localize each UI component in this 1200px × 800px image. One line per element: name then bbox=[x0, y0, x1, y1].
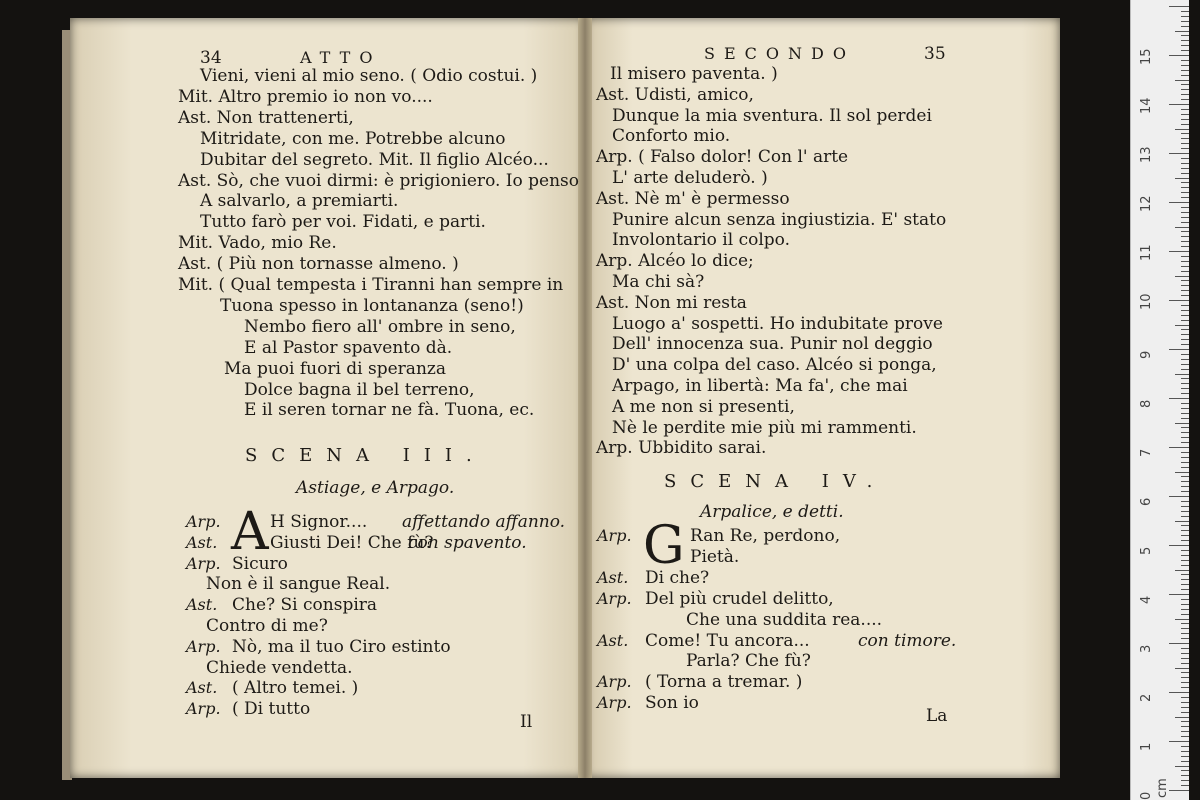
ruler-tick bbox=[1181, 305, 1189, 306]
ruler-tick bbox=[1181, 75, 1189, 76]
ruler-tick bbox=[1181, 486, 1189, 487]
right-catchword: La bbox=[926, 706, 948, 726]
ruler-tick bbox=[1169, 496, 1189, 497]
left-scene-title: SCENA III. bbox=[245, 445, 486, 466]
left-verse-line: Ast. ( Più non tornasse almeno. ) bbox=[178, 254, 459, 275]
ruler-tick bbox=[1181, 16, 1189, 17]
left-dialogue-speaker: Arp. bbox=[186, 636, 221, 656]
ruler-tick bbox=[1181, 457, 1189, 458]
ruler-number: 13 bbox=[1139, 146, 1154, 163]
ruler-tick bbox=[1181, 84, 1189, 85]
ruler-number: 14 bbox=[1139, 97, 1154, 114]
ruler-tick bbox=[1175, 178, 1189, 179]
ruler-tick bbox=[1181, 11, 1189, 12]
right-verse-line: Arp. ( Falso dolor! Con l' arte bbox=[596, 147, 849, 168]
ruler-tick bbox=[1181, 241, 1189, 242]
right-verse-line: Ast. Nè m' è permesso bbox=[596, 188, 790, 209]
ruler-tick bbox=[1181, 187, 1189, 188]
ruler-tick bbox=[1181, 452, 1189, 453]
ruler-tick bbox=[1181, 633, 1189, 634]
ruler-tick bbox=[1175, 472, 1189, 473]
ruler-tick bbox=[1181, 89, 1189, 90]
ruler-tick bbox=[1181, 604, 1189, 605]
left-verse-line: Mit. ( Qual tempesta i Tiranni han sempre in bbox=[178, 275, 564, 295]
ruler-tick bbox=[1181, 535, 1189, 536]
book-gutter bbox=[578, 18, 592, 778]
ruler-tick bbox=[1181, 271, 1189, 272]
ruler-number: 4 bbox=[1139, 595, 1154, 604]
left-verse-line: Ast. Sò, che vuoi dirmi: è prigioniero. Io penso bbox=[178, 170, 580, 191]
ruler-tick bbox=[1181, 236, 1189, 237]
ruler-tick bbox=[1169, 447, 1189, 448]
ruler-tick bbox=[1181, 99, 1189, 100]
ruler-tick bbox=[1181, 663, 1189, 664]
left-verse-line: E al Pastor spavento dà. bbox=[244, 337, 453, 358]
ruler-tick bbox=[1181, 35, 1189, 36]
left-dialogue-speaker: Ast. bbox=[186, 678, 218, 698]
ruler-tick bbox=[1181, 476, 1189, 477]
ruler-tick bbox=[1181, 383, 1189, 384]
ruler-tick bbox=[1169, 6, 1189, 7]
ruler-tick bbox=[1181, 217, 1189, 218]
ruler-tick bbox=[1181, 648, 1189, 649]
ruler-number: 0 bbox=[1139, 791, 1154, 800]
ruler-tick bbox=[1181, 369, 1189, 370]
ruler-number: 8 bbox=[1139, 399, 1154, 408]
ruler-tick bbox=[1181, 408, 1189, 409]
ruler-tick bbox=[1181, 222, 1189, 223]
ruler-tick bbox=[1169, 104, 1189, 105]
ruler-tick bbox=[1181, 516, 1189, 517]
right-verse-line: Ma chi sà? bbox=[612, 272, 705, 292]
ruler-number: 2 bbox=[1139, 693, 1154, 702]
ruler-tick bbox=[1181, 212, 1189, 213]
ruler-number: 10 bbox=[1139, 293, 1154, 310]
ruler-tick bbox=[1181, 609, 1189, 610]
ruler-tick bbox=[1181, 285, 1189, 286]
right-dialogue-speech: Come! Tu ancora... bbox=[645, 630, 810, 651]
right-verse-line: A me non si presenti, bbox=[612, 396, 795, 417]
ruler-tick bbox=[1181, 589, 1189, 590]
ruler-tick bbox=[1169, 153, 1189, 154]
ruler-tick bbox=[1175, 766, 1189, 767]
ruler-unit: cm bbox=[1155, 778, 1170, 798]
ruler-tick bbox=[1181, 148, 1189, 149]
left-dialogue-speech: ( Di tutto bbox=[232, 699, 311, 720]
left-dialogue-stage-direction: affettando affanno. bbox=[402, 512, 566, 532]
left-verse-line: Mit. Altro premio io non vo.... bbox=[178, 86, 433, 107]
ruler-tick bbox=[1181, 266, 1189, 267]
ruler-tick bbox=[1181, 702, 1189, 703]
right-dialogue-speech: Ran Re, perdono, bbox=[690, 526, 841, 546]
right-dialogue-speaker: Arp. bbox=[597, 526, 632, 545]
ruler-tick bbox=[1175, 227, 1189, 228]
ruler-tick bbox=[1181, 413, 1189, 414]
ruler-tick bbox=[1181, 359, 1189, 360]
left-drop-cap: A bbox=[231, 502, 269, 562]
ruler-tick bbox=[1169, 202, 1189, 203]
left-page-number: 34 bbox=[200, 48, 222, 68]
right-verse-line: Conforto mio. bbox=[612, 126, 731, 147]
left-dialogue-speaker: Ast. bbox=[186, 595, 218, 615]
ruler-tick bbox=[1175, 423, 1189, 424]
ruler-tick bbox=[1181, 354, 1189, 355]
ruler-tick bbox=[1181, 290, 1189, 291]
left-running-head: ATTO bbox=[300, 48, 382, 67]
right-verse-line: Arp. Alcéo lo dice; bbox=[596, 251, 754, 272]
ruler-tick bbox=[1181, 530, 1189, 531]
right-page-number: 35 bbox=[924, 44, 946, 64]
ruler-tick bbox=[1181, 712, 1189, 713]
right-dialogue-speech: Son io bbox=[645, 693, 699, 714]
ruler-tick bbox=[1181, 231, 1189, 232]
left-dialogue-speech: Chiede vendetta. bbox=[206, 657, 353, 678]
right-verse-line: Luogo a' sospetti. Ho indubitate prove bbox=[612, 313, 943, 334]
ruler-tick bbox=[1181, 40, 1189, 41]
ruler-tick bbox=[1175, 668, 1189, 669]
ruler-tick bbox=[1181, 511, 1189, 512]
right-verse-line: Punire alcun senza ingiustizia. E' stato bbox=[612, 209, 947, 230]
right-dialogue-stage-direction: con timore. bbox=[858, 630, 957, 651]
ruler-tick bbox=[1175, 717, 1189, 718]
ruler-tick bbox=[1175, 374, 1189, 375]
ruler-tick bbox=[1181, 555, 1189, 556]
ruler-tick bbox=[1181, 775, 1189, 776]
left-verse-line: Ma puoi fuori di speranza bbox=[224, 358, 446, 379]
left-verse-line: Mitridate, con me. Potrebbe alcuno bbox=[200, 128, 506, 149]
ruler-tick bbox=[1169, 741, 1189, 742]
ruler-number: 3 bbox=[1139, 644, 1154, 653]
left-dialogue-speech: Nò, ma il tuo Ciro estinto bbox=[232, 636, 451, 657]
left-dialogue-speech: H Signor.... bbox=[270, 512, 368, 532]
right-verse-line: Nè le perdite mie più mi rammenti. bbox=[612, 417, 917, 438]
ruler-tick bbox=[1181, 94, 1189, 95]
ruler-tick bbox=[1181, 432, 1189, 433]
ruler-tick bbox=[1181, 658, 1189, 659]
ruler-tick bbox=[1181, 114, 1189, 115]
ruler-tick bbox=[1175, 521, 1189, 522]
ruler-tick bbox=[1181, 295, 1189, 296]
ruler-tick bbox=[1181, 584, 1189, 585]
right-verse-line: Dunque la mia sventura. Il sol perdei bbox=[612, 105, 932, 126]
ruler-tick bbox=[1181, 481, 1189, 482]
right-dialogue-speech: Di che? bbox=[645, 567, 710, 588]
ruler-tick bbox=[1181, 197, 1189, 198]
left-dialogue-speech: Giusti Dei! Che fù? bbox=[270, 532, 434, 553]
ruler-tick bbox=[1181, 437, 1189, 438]
ruler-tick bbox=[1181, 785, 1189, 786]
ruler-tick bbox=[1181, 158, 1189, 159]
ruler-tick bbox=[1181, 491, 1189, 492]
ruler-tick bbox=[1181, 339, 1189, 340]
left-dialogue-speech: ( Altro temei. ) bbox=[232, 678, 359, 699]
ruler-tick bbox=[1181, 697, 1189, 698]
left-dialogue-speech: Che? Si conspira bbox=[232, 595, 378, 616]
ruler-tick bbox=[1181, 687, 1189, 688]
ruler-tick bbox=[1181, 256, 1189, 257]
ruler-tick bbox=[1175, 31, 1189, 32]
ruler-number: 15 bbox=[1139, 48, 1154, 65]
right-dialogue-speaker: Arp. bbox=[597, 672, 632, 692]
ruler-tick bbox=[1181, 746, 1189, 747]
ruler-number: 9 bbox=[1139, 350, 1154, 359]
ruler-tick bbox=[1181, 70, 1189, 71]
ruler-tick bbox=[1181, 756, 1189, 757]
ruler-number: 7 bbox=[1139, 448, 1154, 457]
left-verse-line: Tutto farò per voi. Fidati, e parti. bbox=[200, 212, 486, 233]
left-dialogue-speaker: Arp. bbox=[186, 512, 221, 531]
left-verse-line: Dolce bagna il bel terreno, bbox=[244, 379, 475, 400]
ruler-tick bbox=[1181, 378, 1189, 379]
ruler-tick bbox=[1169, 349, 1189, 350]
ruler-tick bbox=[1181, 65, 1189, 66]
left-verse-line: Tuona spesso in lontananza (seno!) bbox=[220, 295, 524, 316]
ruler-tick bbox=[1169, 300, 1189, 301]
ruler-tick bbox=[1181, 761, 1189, 762]
right-verse-line: Dell' innocenza sua. Punir nol deggio bbox=[612, 334, 933, 355]
ruler-tick bbox=[1181, 403, 1189, 404]
ruler-tick bbox=[1181, 388, 1189, 389]
ruler-tick bbox=[1181, 726, 1189, 727]
right-dialogue-speaker: Arp. bbox=[597, 693, 632, 713]
right-dialogue-speaker: Ast. bbox=[597, 567, 629, 587]
ruler-tick bbox=[1181, 124, 1189, 125]
ruler-tick bbox=[1181, 192, 1189, 193]
ruler-tick bbox=[1181, 261, 1189, 262]
right-verse-line: Il misero paventa. ) bbox=[610, 64, 778, 84]
left-dialogue-speech: Sicuro bbox=[232, 553, 288, 574]
right-dialogue-speech: Pietà. bbox=[690, 546, 740, 567]
ruler-tick bbox=[1181, 26, 1189, 27]
ruler-tick bbox=[1181, 525, 1189, 526]
right-dialogue-speaker: Arp. bbox=[597, 588, 632, 608]
right-scene-title: SCENA IV. bbox=[664, 471, 887, 492]
ruler-tick bbox=[1169, 692, 1189, 693]
ruler-tick bbox=[1181, 721, 1189, 722]
ruler-tick bbox=[1181, 550, 1189, 551]
ruler-tick bbox=[1175, 570, 1189, 571]
measuring-ruler bbox=[1130, 0, 1189, 800]
ruler-tick bbox=[1181, 143, 1189, 144]
right-verse-line: Arp. Ubbidito sarai. bbox=[596, 438, 767, 459]
ruler-tick bbox=[1181, 138, 1189, 139]
ruler-tick bbox=[1181, 329, 1189, 330]
ruler-number: 1 bbox=[1139, 742, 1154, 751]
left-dialogue-speaker: Ast. bbox=[186, 532, 218, 552]
right-dialogue-speech: Del più crudel delitto, bbox=[645, 588, 834, 609]
ruler-tick bbox=[1181, 707, 1189, 708]
right-dialogue-speaker: Ast. bbox=[597, 630, 629, 650]
ruler-tick bbox=[1181, 133, 1189, 134]
ruler-tick bbox=[1181, 45, 1189, 46]
ruler-tick bbox=[1175, 276, 1189, 277]
right-verse-line: D' una colpa del caso. Alcéo si ponga, bbox=[612, 355, 937, 376]
ruler-tick bbox=[1181, 427, 1189, 428]
ruler-tick bbox=[1169, 55, 1189, 56]
right-verse-line: Ast. Non mi resta bbox=[596, 292, 747, 313]
ruler-tick bbox=[1175, 129, 1189, 130]
ruler-tick bbox=[1181, 751, 1189, 752]
ruler-tick bbox=[1181, 393, 1189, 394]
ruler-tick bbox=[1169, 594, 1189, 595]
ruler-tick bbox=[1181, 315, 1189, 316]
left-catchword: Il bbox=[520, 712, 533, 732]
ruler-tick bbox=[1181, 344, 1189, 345]
ruler-tick bbox=[1181, 501, 1189, 502]
ruler-tick bbox=[1169, 643, 1189, 644]
right-verse-line: Involontario il colpo. bbox=[612, 230, 790, 251]
ruler-tick bbox=[1181, 246, 1189, 247]
ruler-tick bbox=[1181, 540, 1189, 541]
ruler-tick bbox=[1181, 310, 1189, 311]
left-verse-line: Ast. Non trattenerti, bbox=[178, 107, 354, 128]
ruler-tick bbox=[1181, 173, 1189, 174]
ruler-tick bbox=[1181, 614, 1189, 615]
right-dialogue-speech: ( Torna a tremar. ) bbox=[645, 672, 803, 693]
left-verse-line: Vieni, vieni al mio seno. ( Odio costui. ) bbox=[200, 66, 538, 86]
ruler-tick bbox=[1181, 599, 1189, 600]
left-verse-line: Mit. Vado, mio Re. bbox=[178, 233, 337, 254]
right-verse-line: Ast. Udisti, amico, bbox=[596, 84, 754, 105]
left-verse-line: Nembo fiero all' ombre in seno, bbox=[244, 316, 516, 337]
ruler-tick bbox=[1181, 207, 1189, 208]
ruler-tick bbox=[1181, 442, 1189, 443]
ruler-tick bbox=[1181, 334, 1189, 335]
right-verse-line: Arpago, in libertà: Ma fa', che mai bbox=[612, 376, 908, 396]
ruler-tick bbox=[1181, 163, 1189, 164]
ruler-tick bbox=[1181, 462, 1189, 463]
right-dialogue-speech: Che una suddita rea.... bbox=[686, 609, 883, 630]
ruler-tick bbox=[1181, 623, 1189, 624]
ruler-tick bbox=[1181, 60, 1189, 61]
ruler-tick bbox=[1169, 398, 1189, 399]
ruler-tick bbox=[1181, 182, 1189, 183]
ruler-tick bbox=[1181, 364, 1189, 365]
left-verse-line: E il seren tornar ne fà. Tuona, ec. bbox=[244, 400, 535, 421]
left-dialogue-speech: Contro di me? bbox=[206, 616, 328, 636]
ruler-tick bbox=[1181, 50, 1189, 51]
left-dialogue-speaker: Arp. bbox=[186, 699, 221, 719]
ruler-number: 5 bbox=[1139, 546, 1154, 555]
ruler-tick bbox=[1175, 619, 1189, 620]
ruler-tick bbox=[1181, 109, 1189, 110]
ruler-tick bbox=[1181, 677, 1189, 678]
right-verse-line: L' arte deluderò. ) bbox=[612, 168, 768, 188]
left-dialogue-stage-direction: con spavento. bbox=[408, 532, 527, 553]
ruler-tick bbox=[1181, 168, 1189, 169]
ruler-tick bbox=[1181, 418, 1189, 419]
ruler-tick bbox=[1181, 770, 1189, 771]
ruler-tick bbox=[1181, 780, 1189, 781]
ruler-number: 11 bbox=[1139, 244, 1154, 261]
right-drop-cap: G bbox=[643, 516, 685, 576]
ruler-tick bbox=[1181, 574, 1189, 575]
right-scene-persons: Arpalice, e detti. bbox=[700, 502, 844, 522]
ruler-tick bbox=[1181, 560, 1189, 561]
ruler-tick bbox=[1181, 682, 1189, 683]
ruler-tick bbox=[1175, 80, 1189, 81]
left-scene-persons: Astiage, e Arpago. bbox=[296, 478, 455, 498]
ruler-tick bbox=[1181, 119, 1189, 120]
right-running-head: SECONDO bbox=[704, 44, 855, 63]
left-verse-line: Dubitar del segreto. Mit. Il figlio Alcéo... bbox=[200, 149, 549, 170]
ruler-tick bbox=[1169, 790, 1189, 791]
ruler-tick bbox=[1181, 653, 1189, 654]
ruler-tick bbox=[1181, 467, 1189, 468]
ruler-tick bbox=[1181, 506, 1189, 507]
ruler-tick bbox=[1181, 638, 1189, 639]
ruler-tick bbox=[1181, 731, 1189, 732]
ruler-tick bbox=[1181, 628, 1189, 629]
right-dialogue-speech: Parla? Che fù? bbox=[686, 651, 811, 672]
ruler-tick bbox=[1169, 545, 1189, 546]
ruler-number: 12 bbox=[1139, 195, 1154, 212]
ruler-tick bbox=[1181, 736, 1189, 737]
ruler-tick bbox=[1181, 280, 1189, 281]
left-dialogue-speech: Non è il sangue Real. bbox=[206, 574, 391, 595]
ruler-tick bbox=[1181, 672, 1189, 673]
ruler-tick bbox=[1175, 325, 1189, 326]
left-dialogue-speaker: Arp. bbox=[186, 553, 221, 573]
ruler-number: 6 bbox=[1139, 497, 1154, 506]
left-verse-line: A salvarlo, a premiarti. bbox=[200, 191, 399, 212]
ruler-tick bbox=[1169, 251, 1189, 252]
ruler-tick bbox=[1181, 565, 1189, 566]
ruler-tick bbox=[1181, 21, 1189, 22]
ruler-tick bbox=[1181, 320, 1189, 321]
ruler-tick bbox=[1181, 579, 1189, 580]
